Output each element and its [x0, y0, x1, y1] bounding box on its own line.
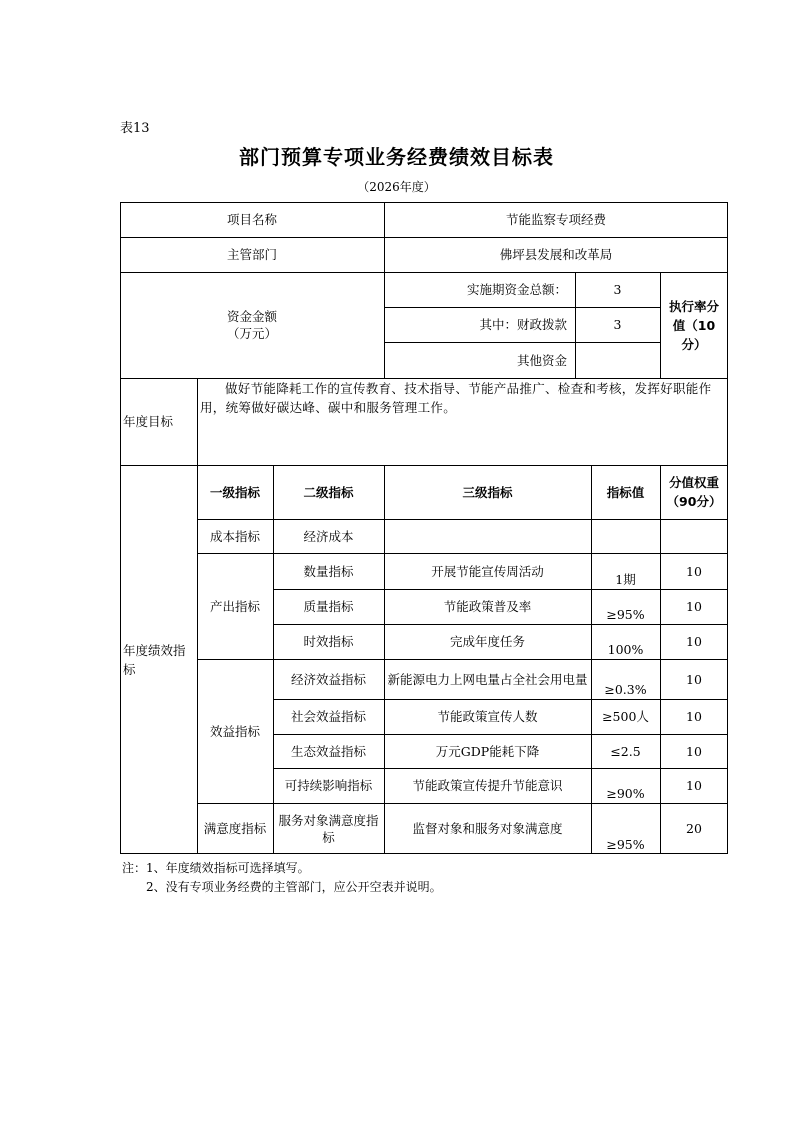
funds-fiscal-value: 3 — [613, 317, 622, 332]
output-row2-level3: 节能政策普及率 — [443, 599, 532, 614]
satisfaction-level3: 监督对象和服务对象满意度 — [412, 821, 563, 836]
annual-goal-text: 做好节能降耗工作的宣传教育、技术指导、节能产品推广、检查和考核，发挥好职能作用，统筹做好碳达峰、碳中和服务管理工作。 — [200, 381, 712, 415]
benefit-row2-level2: 社会效益指标 — [290, 709, 366, 724]
header-value: 指标值 — [606, 484, 645, 500]
table-number: 表13 — [120, 121, 150, 136]
output-row1-level3: 开展节能宣传周活动 — [431, 563, 544, 579]
output-row3-weight: 10 — [686, 634, 702, 649]
note-1: 注：1、年度绩效指标可选择填写。 — [122, 861, 310, 875]
output-row1-value: 1期 — [615, 572, 636, 587]
benefit-row3-level2: 生态效益指标 — [290, 743, 366, 759]
output-row2-value: ≥95% — [606, 607, 645, 622]
document-title: 部门预算专项业务经费绩效目标表 — [239, 145, 554, 169]
benefit-row4-weight: 10 — [686, 778, 702, 793]
output-row3-level3: 完成年度任务 — [449, 634, 525, 649]
benefit-row1-weight: 10 — [686, 671, 702, 687]
execution-rate-score-label: 执行率分 值（10 分） — [668, 298, 719, 352]
funds-total-label: 实施期资金总额： — [466, 282, 567, 297]
output-row3-level2: 时效指标 — [303, 634, 354, 649]
benefit-row1-level2: 经济效益指标 — [290, 671, 366, 687]
project-name-label: 项目名称 — [226, 212, 277, 227]
cost-value — [591, 519, 660, 553]
benefit-row1-value: ≥0.3% — [604, 682, 647, 697]
cost-level3 — [384, 519, 591, 553]
benefit-row4-value: ≥90% — [606, 786, 645, 801]
department-label: 主管部门 — [226, 247, 277, 262]
department-value: 佛坪县发展和改革局 — [499, 247, 613, 262]
output-row3-value: 100% — [607, 642, 644, 657]
note-2: 2、没有专项业务经费的主管部门，应公开空表并说明。 — [146, 880, 442, 894]
header-level1: 一级指标 — [209, 484, 260, 500]
funds-other-label: 其他资金 — [516, 352, 567, 368]
benefit-row4-level3: 节能政策宣传提升节能意识 — [412, 778, 563, 793]
output-row2-weight: 10 — [686, 599, 702, 614]
cost-weight — [660, 519, 728, 553]
header-level3: 三级指标 — [462, 484, 513, 500]
benefit-row4-level2: 可持续影响指标 — [284, 778, 373, 793]
satisfaction-level2: 服务对象满意度指标 — [278, 812, 379, 845]
funds-fiscal-label: 其中：财政拨款 — [479, 317, 567, 332]
output-row2-level2: 质量指标 — [303, 599, 354, 614]
satisfaction-value: ≥95% — [606, 837, 645, 852]
project-name-value: 节能监察专项经费 — [505, 212, 606, 227]
header-level2: 二级指标 — [303, 484, 354, 500]
funds-other-value — [575, 342, 660, 378]
satisfaction-level1: 满意度指标 — [203, 821, 267, 836]
output-row1-weight: 10 — [686, 563, 702, 579]
benefit-level1: 效益指标 — [209, 723, 260, 739]
notes — [122, 859, 442, 897]
satisfaction-weight: 20 — [686, 821, 702, 836]
benefit-row2-weight: 10 — [686, 709, 702, 724]
benefit-row3-level3: 万元GDP能耗下降 — [435, 743, 540, 759]
benefit-row2-level3: 节能政策宣传人数 — [437, 709, 538, 724]
cost-level2: 经济成本 — [303, 528, 354, 544]
cost-level1: 成本指标 — [209, 528, 260, 544]
annual-goal-label: 年度目标 — [123, 414, 174, 429]
funds-amount-label: 资金金额 （万元） — [226, 309, 277, 341]
benefit-row3-weight: 10 — [686, 743, 702, 759]
benefit-row1-level3: 新能源电力上网电量占全社会用电量 — [387, 671, 588, 687]
output-row1-level2: 数量指标 — [303, 563, 354, 579]
benefit-row3-value: ≤2.5 — [610, 743, 641, 759]
funds-total-value: 3 — [613, 282, 622, 297]
header-weight: 分值权重 （90分） — [666, 475, 722, 509]
output-level1: 产出指标 — [209, 598, 260, 614]
benefit-row2-value: ≥500人 — [602, 709, 649, 724]
document-year: （2026年度） — [357, 180, 436, 194]
annual-indicators-label: 年度绩效指 标 — [123, 642, 186, 677]
